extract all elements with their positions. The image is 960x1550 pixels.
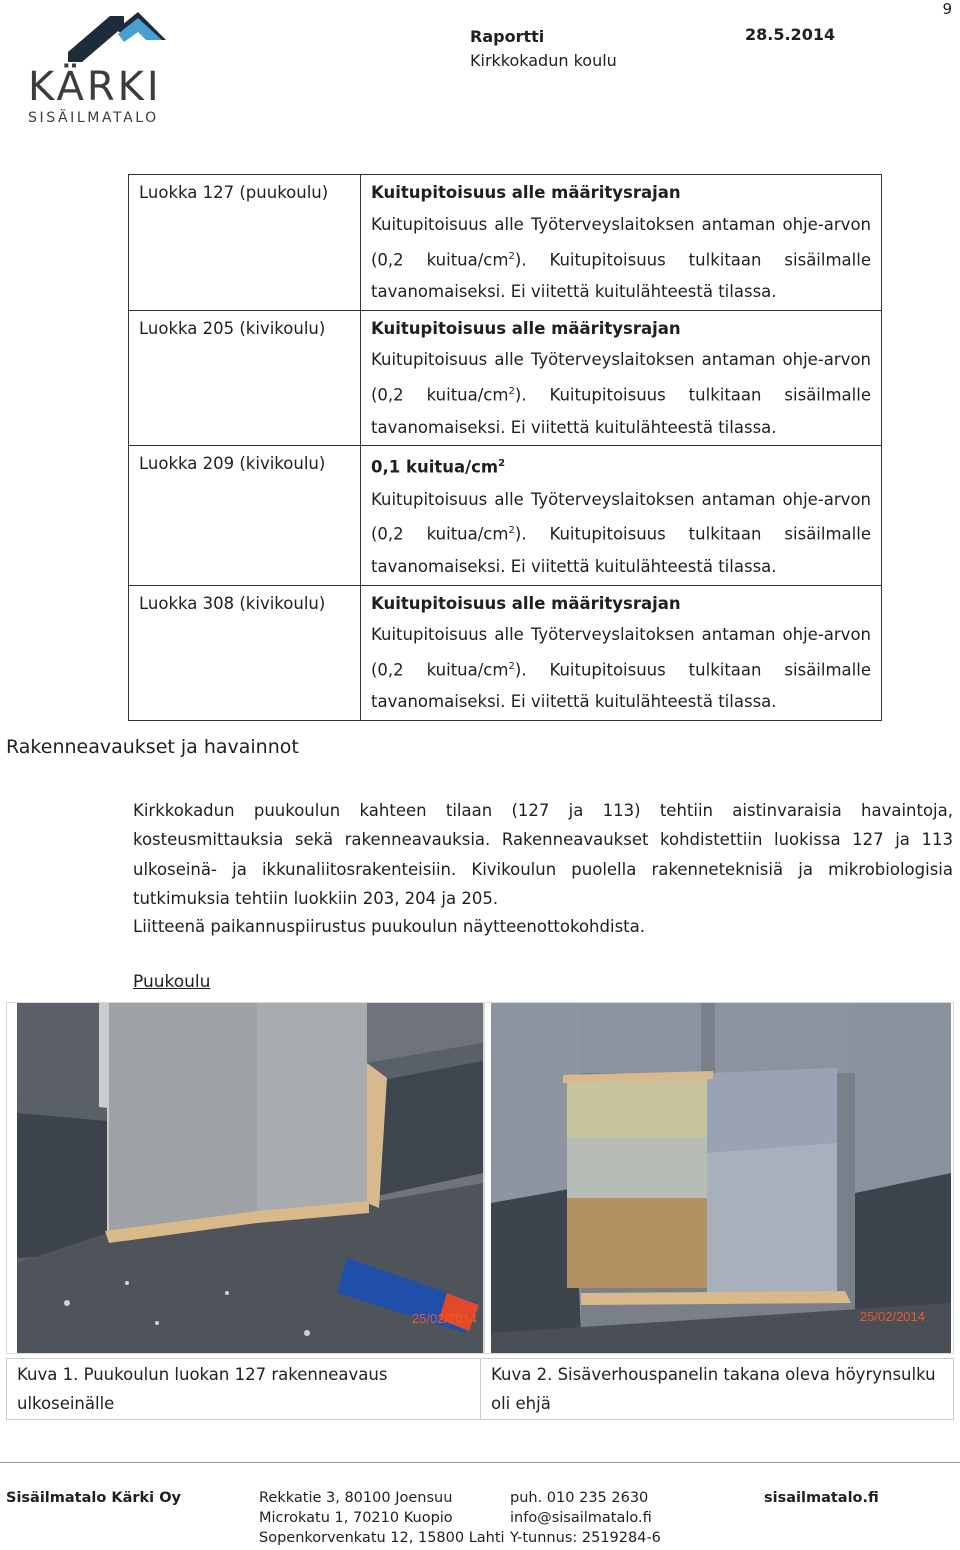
result-text: Kuitupitoisuus alle Työterveyslaitoksen antaman ohje-arvon (0,2 kuitua/$cm^2$). Kuitupitoisuus tulkitaan sisäilmalle tavanomaiseksi. Ei viitettä kuitulähteestä tilassa. [371, 214, 871, 301]
footer-website: sisailmatalo.fi [764, 1490, 879, 1506]
footer-address-lahti: Sopenkorvenkatu 12, 15800 Lahti [259, 1530, 505, 1546]
photo-2 [484, 1002, 954, 1354]
footer-company: Sisäilmatalo Kärki Oy [6, 1490, 181, 1506]
roof-logo-icon [58, 12, 178, 64]
report-date: 28.5.2014 [745, 25, 836, 44]
room-cell: Luokka 308 (kivikoulu) [129, 585, 361, 721]
report-label: Raportti [470, 27, 545, 46]
logo-wordmark: KÄRKI [28, 64, 162, 110]
report-header [470, 25, 617, 73]
photo-1-caption: Kuva 1. Puukoulun luokan 127 rakenneavaus ulkoseinälle [7, 1359, 481, 1420]
result-text: Kuitupitoisuus alle Työterveyslaitoksen antaman ohje-arvon (0,2 kuitua/$cm^2$). Kuitupitoisuus tulkitaan sisäilmalle tavanomaiseksi. Ei viitettä kuitulähteestä tilassa. [371, 489, 871, 576]
result-title: Kuitupitoisuus alle määritysrajan [371, 318, 681, 338]
photo-1 [6, 1002, 484, 1354]
table-row [129, 585, 882, 721]
page-number: 9 [942, 0, 952, 18]
footer-business-id: Y-tunnus: 2519284-6 [510, 1530, 661, 1546]
photo-captions [6, 1358, 954, 1420]
result-cell [361, 585, 882, 721]
result-text: Kuitupitoisuus alle Työterveyslaitoksen antaman ohje-arvon (0,2 kuitua/$cm^2$). Kuitupitoisuus tulkitaan sisäilmalle tavanomaiseksi. Ei viitettä kuitulähteestä tilassa. [371, 625, 871, 712]
result-title: 0,1 kuitua/$cm^2$ [371, 457, 506, 477]
svg-text:25/02/2014: 25/02/2014 [411, 1311, 477, 1326]
section-heading: Rakenneavaukset ja havainnot [6, 736, 299, 758]
footer-addresses [259, 1488, 505, 1548]
svg-text:25/02/2014: 25/02/2014 [859, 1309, 925, 1324]
room-cell: Luokka 205 (kivikoulu) [129, 310, 361, 446]
body-paragraph-appendix: Liitteenä paikannuspiirustus puukoulun näytteenottokohdista. [133, 917, 645, 936]
table-row [129, 175, 882, 311]
footer-address-kuopio: Microkatu 1, 70210 Kuopio [259, 1510, 453, 1526]
footer-contacts [510, 1488, 661, 1548]
footer-phone: puh. 010 235 2630 [510, 1490, 649, 1506]
result-text: Kuitupitoisuus alle Työterveyslaitoksen antaman ohje-arvon (0,2 kuitua/$cm^2$). Kuitupitoisuus tulkitaan sisäilmalle tavanomaiseksi. Ei viitettä kuitulähteestä tilassa. [371, 350, 871, 437]
room-cell: Luokka 209 (kivikoulu) [129, 446, 361, 585]
footer-divider [0, 1462, 960, 1463]
result-cell [361, 175, 882, 311]
table-row [129, 446, 882, 585]
result-cell [361, 446, 882, 585]
footer-email: info@sisailmatalo.fi [510, 1510, 652, 1526]
body-paragraph: Kirkkokadun puukoulun kahteen tilaan (127 ja 113) tehtiin aistinvaraisia havaintoja, kosteusmittauksia sekä rakenneavauksia. Rakenneavaukset kohdistettiin luokissa 127 ja 113 ulkoseinä- ja ikkunaliitosrakenteisiin. Kivikoulun puolella rakenneteknisiä ja mikrobiologisia tutkimuksia tehtiin luokkiin 203, 204 ja 205. [133, 801, 953, 908]
room-cell: Luokka 127 (puukoulu) [129, 175, 361, 311]
company-logo [28, 12, 178, 126]
photo-2-caption: Kuva 2. Sisäverhouspanelin takana oleva höyrynsulku oli ehjä [481, 1359, 954, 1420]
subsection-heading: Puukoulu [133, 972, 211, 992]
result-title: Kuitupitoisuus alle määritysrajan [371, 593, 681, 613]
footer-address-joensuu: Rekkatie 3, 80100 Joensuu [259, 1490, 453, 1506]
table-row [129, 310, 882, 446]
logo-subtitle: SISÄILMATALO [28, 110, 159, 126]
result-cell [361, 310, 882, 446]
result-title: Kuitupitoisuus alle määritysrajan [371, 183, 681, 202]
report-location: Kirkkokadun koulu [470, 51, 617, 70]
fiber-results-table [128, 174, 882, 721]
